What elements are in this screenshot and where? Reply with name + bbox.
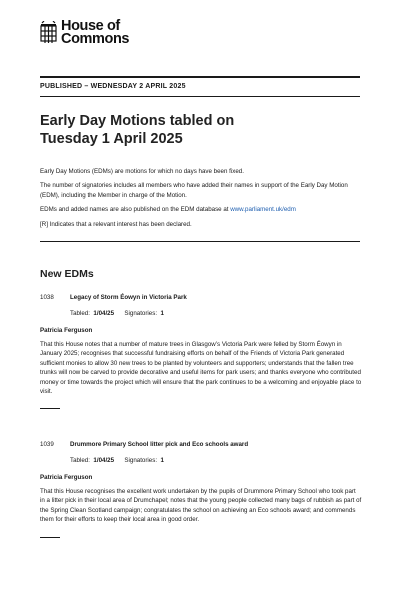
edm-motion-text: That this House recognises the excellent work undertaken by the pupils of Drummore Primary School who took part in a litter pick in their local area of Drumchapel; notes that the young people collected many bags of rubbish as part of the Spring Clean Scotland campaign; congratulates the school on achieving an Eco schools award; and commends them for their efforts to keep their local area in good order. [40,488,362,524]
portcullis-icon [40,21,57,45]
intro-paragraph-3-text: EDMs and added names are also published on the EDM database at [40,206,231,214]
edm-title[interactable]: Drummore Primary School litter pick and Eco schools award [70,441,249,448]
edm-number: 1039 [40,441,54,448]
intro-rule [40,241,360,242]
page-title-line-1: Early Day Motions tabled on [40,113,235,129]
logo-wordmark [61,20,129,46]
edm-header [40,294,362,301]
signatories-count: 1 [160,457,164,464]
section-heading-new-edms: New EDMs [40,268,94,280]
edm-entry [40,441,362,538]
intro-section [40,167,362,234]
page-title-line-2: Tuesday 1 April 2025 [40,131,183,147]
tabled-date: 1/04/25 [93,310,115,317]
intro-paragraph-2: The number of signatories includes all members who have added their names in support of the Early Day Motion (EDM), including the Member in charge of the Motion. [40,182,348,199]
logo-line-1: House of [61,18,120,34]
published-date: PUBLISHED – WEDNESDAY 2 APRIL 2025 [40,83,186,90]
intro-paragraph-4: [R] Indicates that a relevant interest has been declared. [40,220,192,228]
tabled-label: Tabled: [70,310,90,317]
page-title [40,112,360,148]
edm-separator [40,537,60,538]
tabled-date: 1/04/25 [93,457,115,464]
signatories-label: Signatories: [124,457,158,464]
intro-paragraph-1: Early Day Motions (EDMs) are motions for which no days have been fixed. [40,168,244,175]
edm-motion-text: That this House notes that a number of mature trees in Glasgow’s Victoria Park were felled by Storm Éowyn in January 2025; recognises that successful fundraising efforts on behalf of the Friends of Victoria Park generated sufficient monies to allow 30 new trees to be planted by volunteers and supporters; understands that the fallen tree trunks will now be carved to provide decorative and useful items for park users; and thanks everyone who contributed money or time towards the project which will ensure that the park continues to be a welcoming and enjoyable place to visit. [40,341,362,396]
edm-member: Patricia Ferguson [40,327,93,334]
signatories-label: Signatories: [124,310,158,317]
edm-header [40,441,362,448]
edm-entry [40,294,362,409]
house-of-commons-logo [40,20,129,46]
edm-meta [70,457,362,464]
edm-member: Patricia Ferguson [40,474,93,481]
edm-database-link[interactable]: www.parliament.uk/edm [230,206,296,214]
top-rule [40,76,360,78]
logo-line-2: Commons [61,31,130,47]
signatories-count: 1 [160,310,164,317]
edm-meta [70,310,362,317]
edm-title[interactable]: Legacy of Storm Éowyn in Victoria Park [70,294,187,301]
edm-number: 1038 [40,294,54,301]
edm-separator [40,408,60,409]
published-rule [40,96,360,97]
tabled-label: Tabled: [70,457,90,464]
intro-paragraph-3 [40,205,362,214]
